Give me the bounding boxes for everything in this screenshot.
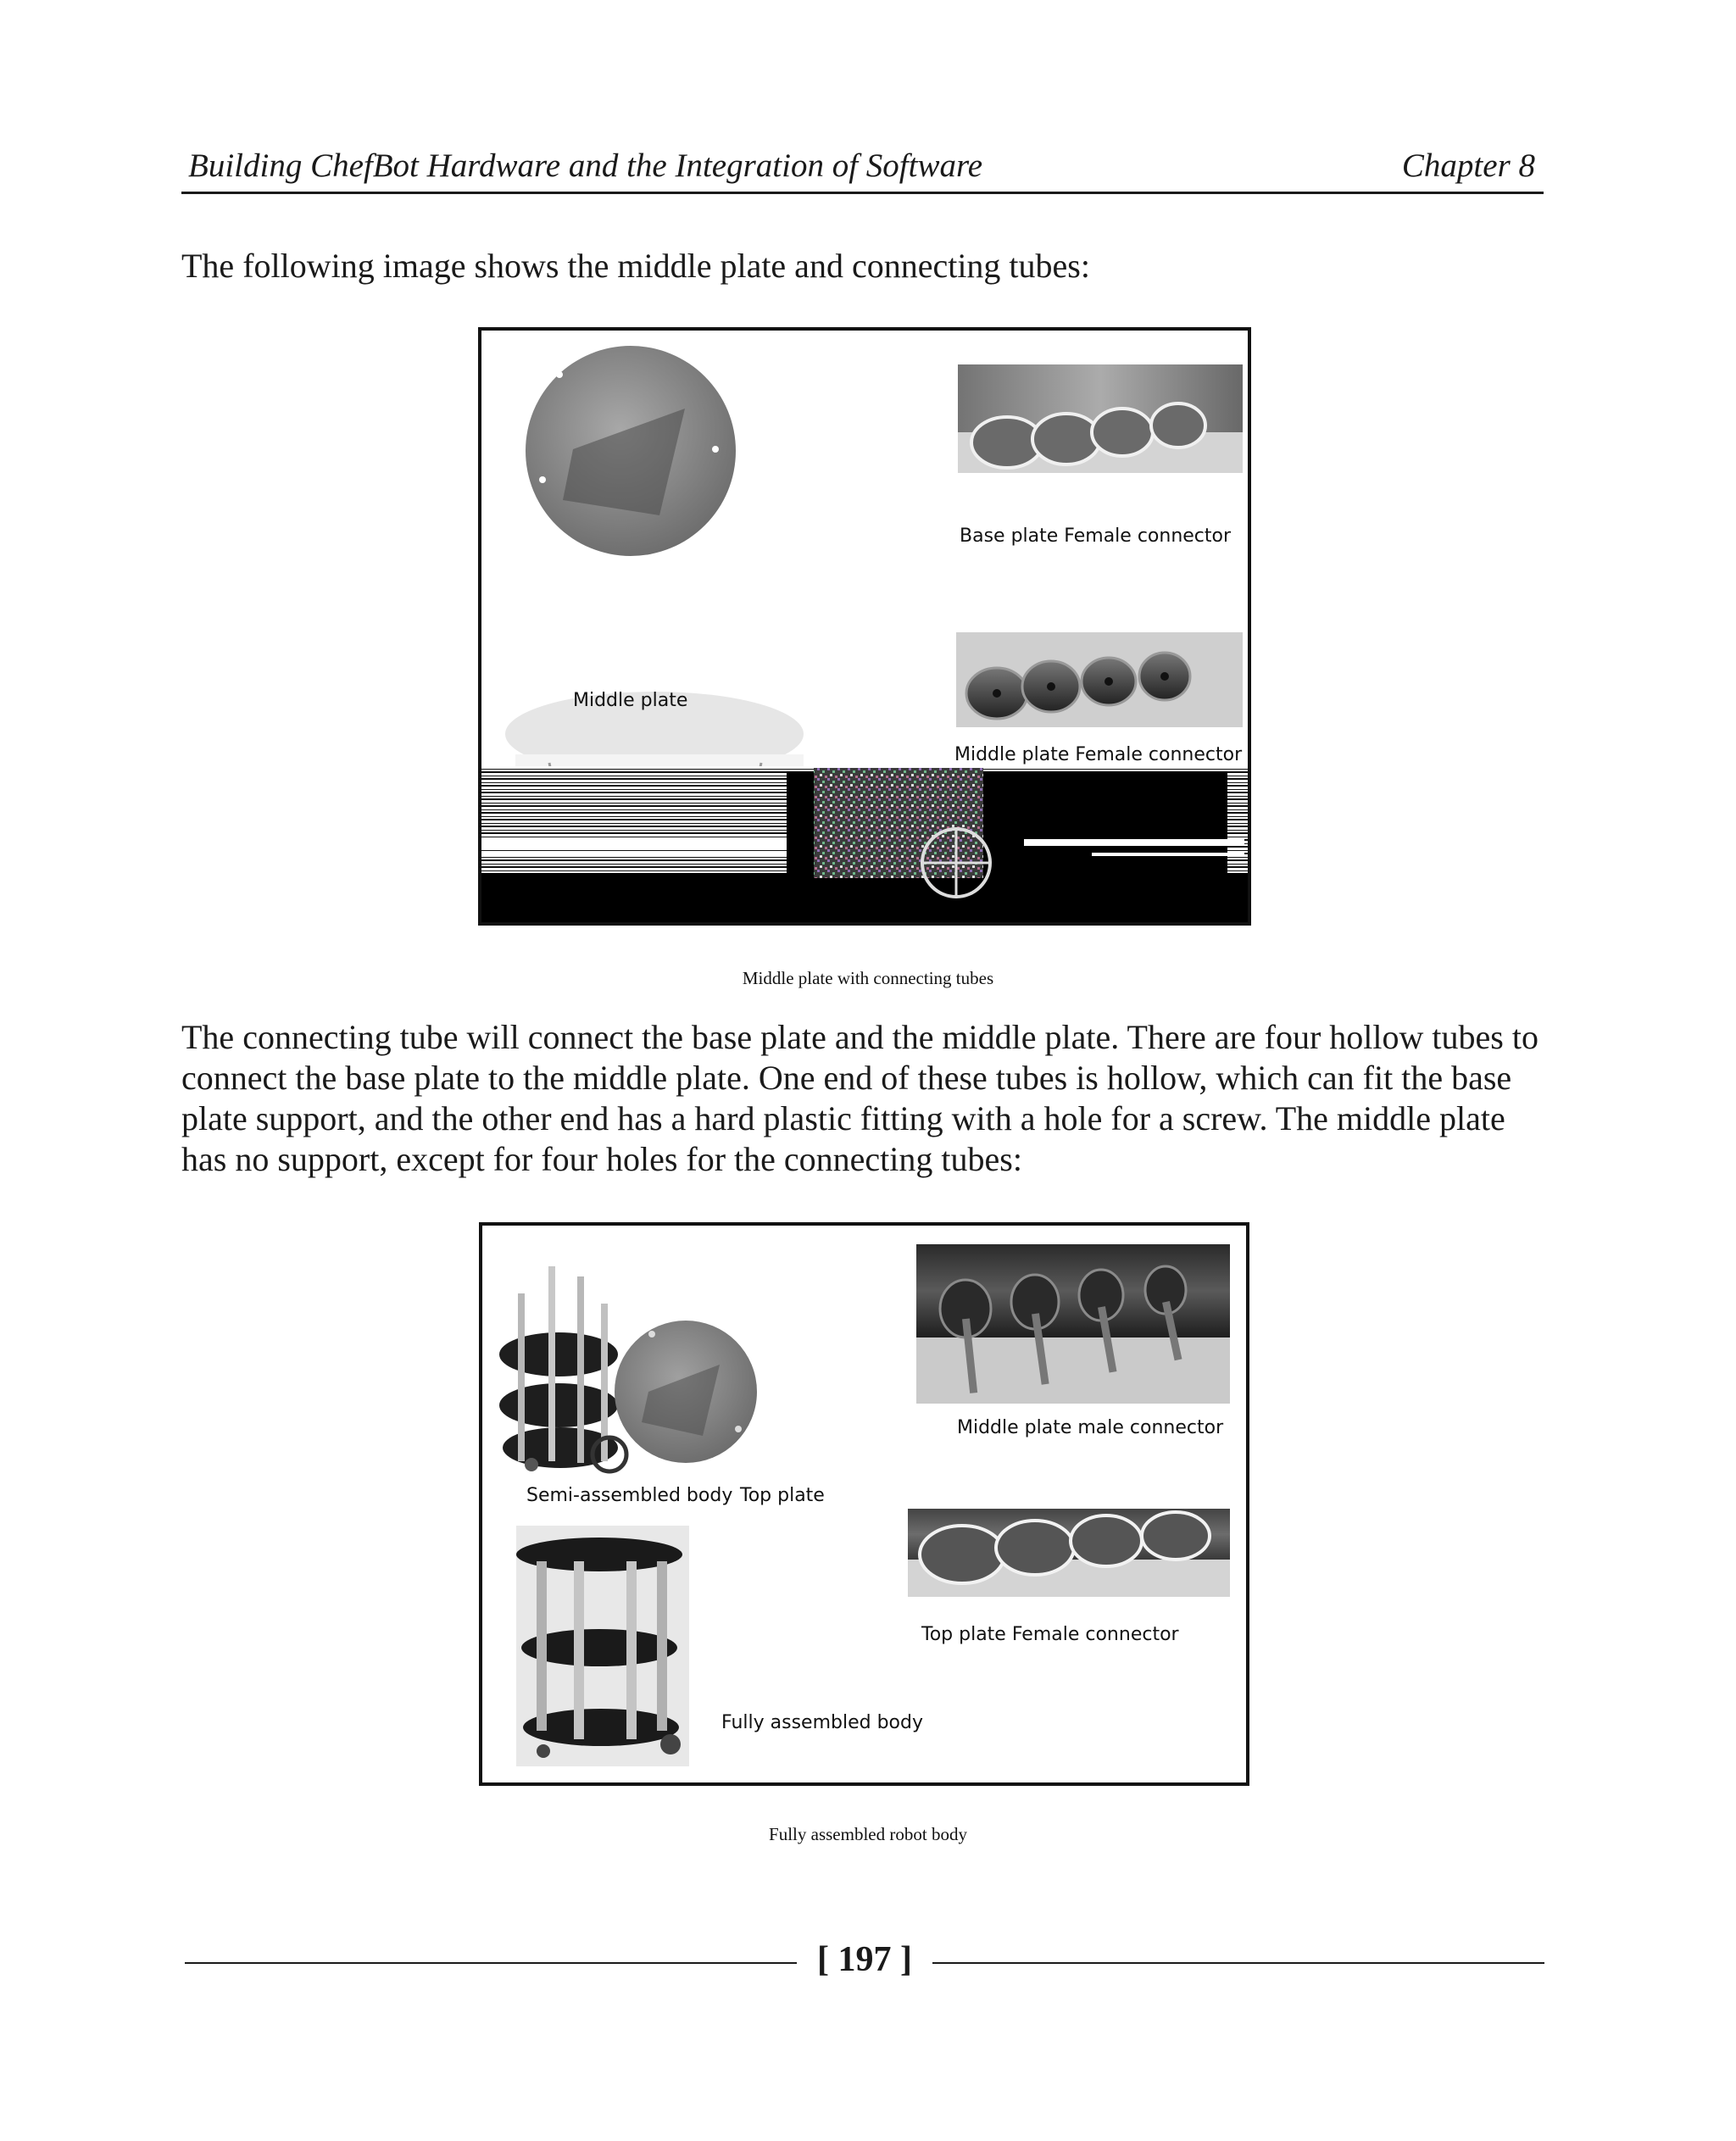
footer-rule-right [932, 1962, 1544, 1964]
fully-assembled-body-photo [516, 1526, 689, 1766]
label-semi-assembled-body: Semi-assembled body [526, 1485, 733, 1506]
label-top-plate: Top plate [740, 1485, 825, 1506]
top-plate-photo [615, 1321, 757, 1463]
running-header [181, 141, 1544, 194]
footer-rule-left [185, 1962, 797, 1964]
book-section-title: Building ChefBot Hardware and the Integration of Software [188, 147, 983, 184]
label-middle-plate: Middle plate [573, 690, 688, 711]
intro-paragraph: The following image shows the middle plate and connecting tubes: [181, 247, 1090, 285]
label-top-plate-female-connector: Top plate Female connector [921, 1624, 1179, 1645]
glitched-image-band [481, 766, 1248, 922]
body-paragraph: The connecting tube will connect the base plate and the middle plate. There are four hollow tubes to connect the base plate to the middle plate. One end of these tubes is hollow, which can fit the base plate support, and the other end has a hard plastic fitting with a hole for a screw. The middle plate has no support, except for four holes for the connecting tubes: [181, 1018, 1538, 1178]
middle-plate-male-connector-photo [916, 1244, 1230, 1404]
figure-caption-middle-plate: Middle plate with connecting tubes [742, 968, 994, 988]
label-base-plate-female-connector: Base plate Female connector [960, 526, 1232, 547]
middle-plate-photo [526, 346, 736, 556]
figure-caption-assembled-body: Fully assembled robot body [769, 1824, 967, 1844]
figure-middle-plate [478, 327, 1251, 926]
figure-middle-plate-illustration [481, 331, 1248, 922]
label-fully-assembled-body: Fully assembled body [721, 1712, 923, 1733]
top-plate-female-connector-photo [908, 1509, 1230, 1597]
chapter-label: Chapter 8 [1401, 147, 1535, 184]
middle-plate-female-connector-photo [956, 632, 1243, 727]
base-plate-female-connector-photo [958, 364, 1243, 473]
figure-assembled-body [479, 1222, 1249, 1786]
semi-assembled-body-photo [499, 1266, 626, 1471]
label-middle-plate-female-connector: Middle plate Female connector [954, 744, 1243, 765]
label-middle-plate-male-connector: Middle plate male connector [957, 1417, 1224, 1438]
page-number: [ 197 ] [817, 1940, 912, 1979]
